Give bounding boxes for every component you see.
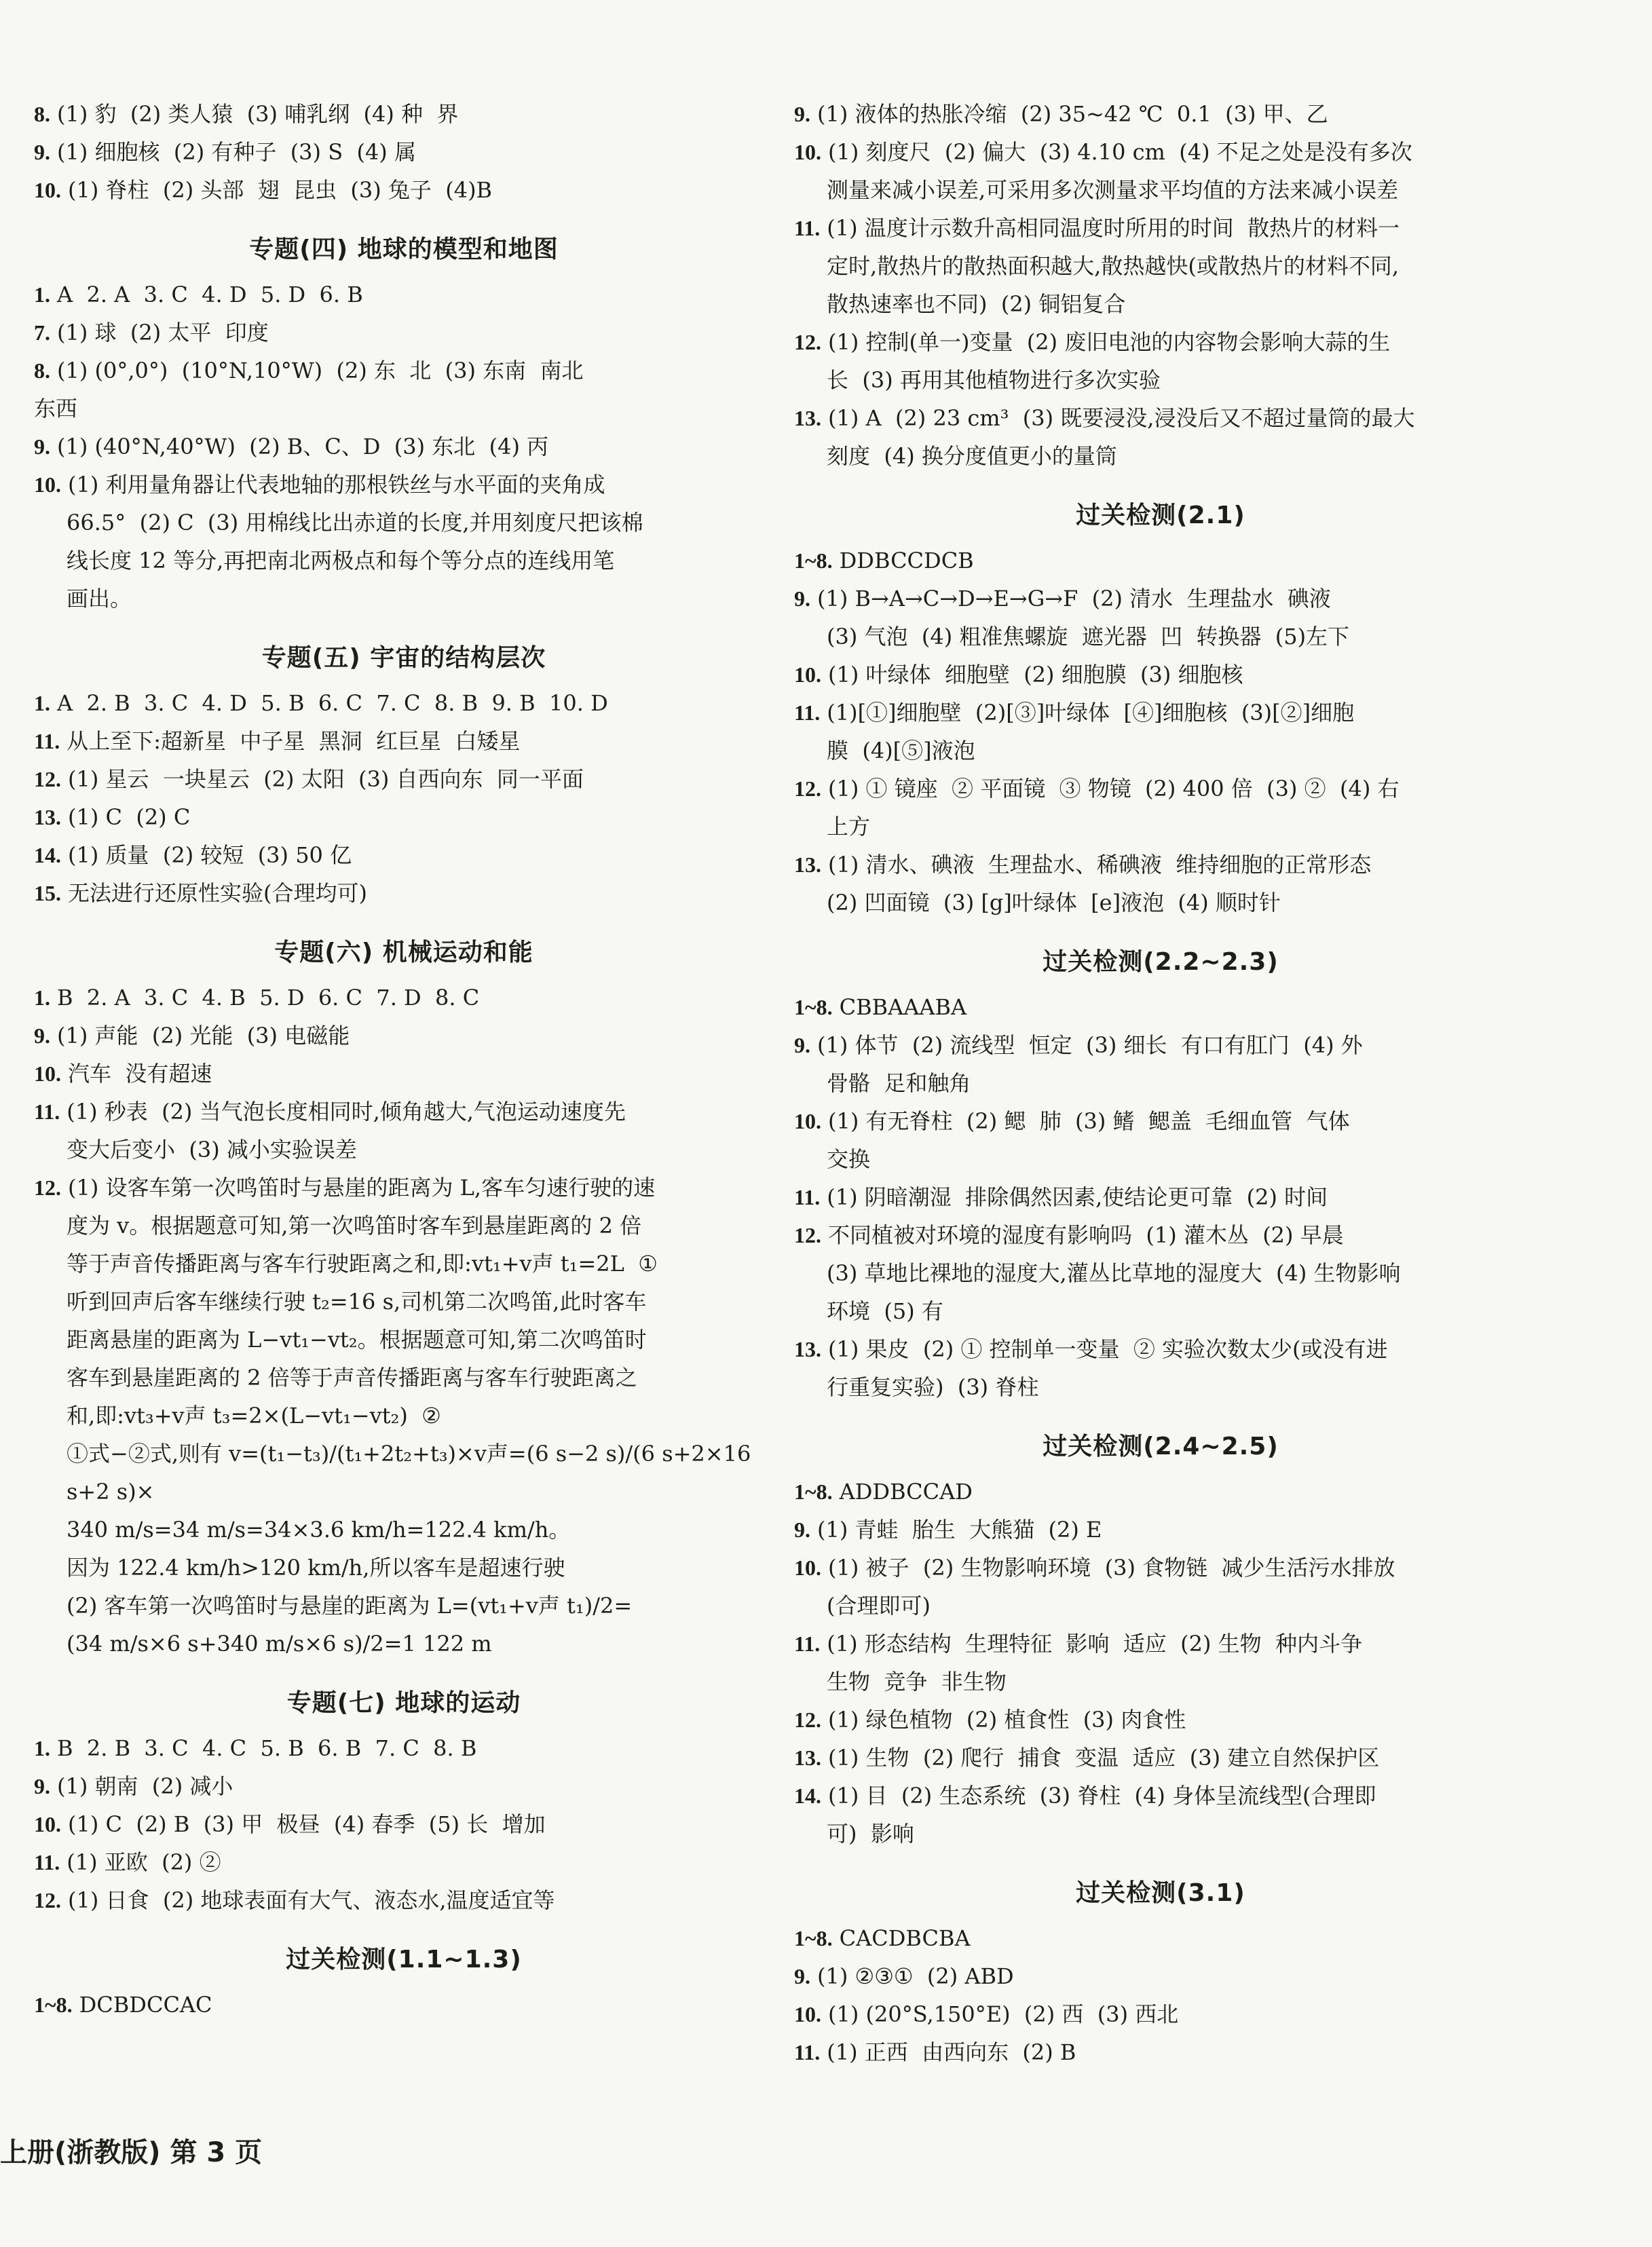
answer-text: (1) A (2) 23 cm³ (3) 既要浸没,浸没后又不超过量筒的最大 [828,405,1415,431]
answer-continuation [34,580,774,618]
answer-item [34,760,774,798]
left-column [34,95,774,2024]
answer-continuation [794,884,1527,922]
answer-text: 可) 影响 [827,1821,914,1847]
answer-item [794,1511,1527,1549]
answer-continuation [794,808,1527,846]
answer-text: (1) 设客车第一次鸣笛时与悬崖的距离为 L,客车匀速行驶的速 [68,1175,656,1201]
answer-text: (1) 刻度尺 (2) 偏大 (3) 4.10 cm (4) 不足之处是没有多次 [828,139,1412,165]
answer-item [794,1739,1527,1777]
answer-item [794,846,1527,884]
answer-text: (1) 绿色植物 (2) 植食性 (3) 肉食性 [828,1707,1186,1733]
answer-text: (1) 形态结构 生理特征 影响 适应 (2) 生物 种内斗争 [827,1631,1362,1657]
answer-text: (34 m/s×6 s+340 m/s×6 s)/2=1 122 m [67,1631,492,1657]
answer-item [34,1169,774,1207]
answer-continuation [34,1587,774,1625]
answer-item [34,314,774,352]
question-number: 9. [34,1023,50,1048]
question-number: 9. [34,140,50,164]
answer-item [794,1026,1527,1064]
question-number: 11. [34,1099,60,1124]
question-number: 8. [34,358,50,383]
question-number: 10. [34,1812,61,1836]
answer-text: CACDBCBA [839,1925,971,1951]
answer-item [794,656,1527,694]
answer-text: 66.5° (2) C (3) 用棉线比出赤道的长度,并用刻度尺把该棉 [67,510,643,535]
answer-item [34,1017,774,1055]
answer-text: (1) 细胞核 (2) 有种子 (3) S (4) 属 [57,139,416,165]
answer-text: (1) 叶绿体 细胞壁 (2) 细胞膜 (3) 细胞核 [828,662,1243,687]
answer-continuation [34,1435,774,1511]
answer-item [794,2033,1527,2071]
question-number: 10. [794,662,821,687]
answer-text: (合理即可) [827,1593,931,1619]
question-number: 9. [794,586,810,611]
answer-text: 因为 122.4 km/h>120 km/h,所以客车是超速行驶 [67,1555,565,1581]
answer-item [794,209,1527,247]
answer-item [34,1729,774,1767]
question-number: 10. [794,140,821,164]
answer-text: 距离悬崖的距离为 L−vt₁−vt₂。根据题意可知,第二次鸣笛时 [67,1327,647,1353]
question-number: 14. [34,843,61,867]
answer-continuation [794,1663,1527,1701]
answer-text: 东西 [34,396,78,421]
answer-text: 客车到悬崖距离的 2 倍等于声音传播距离与客车行驶距离之 [67,1365,637,1391]
question-number: 10. [34,472,61,497]
answer-text: (1) 球 (2) 太平 印度 [57,320,269,345]
answer-text: (1) 质量 (2) 较短 (3) 50 亿 [68,842,352,868]
answer-text: (2) 客车第一次鸣笛时与悬崖的距离为 L=(vt₁+v声 t₁)/2= [67,1593,633,1619]
answer-text: 上方 [827,814,871,839]
answer-continuation [794,437,1527,475]
answer-item [34,874,774,912]
question-number: 1. [34,985,50,1010]
answer-item [34,466,774,504]
question-number: 10. [34,1061,61,1086]
question-number: 11. [794,1631,821,1656]
answer-item [34,1986,774,2024]
answer-text: DCBDCCAC [79,1992,212,2018]
question-number: 10. [794,2002,821,2026]
answer-item [794,1330,1527,1368]
answer-text: (1) 秒表 (2) 当气泡长度相同时,倾角越大,气泡运动速度先 [67,1099,626,1125]
answer-item [794,1549,1527,1587]
answer-text: 变大后变小 (3) 减小实验误差 [67,1137,357,1163]
answer-text: (1) 果皮 (2) ① 控制单一变量 ② 实验次数太少(或没有进 [828,1336,1388,1362]
answer-text: (1) 温度计示数升高相同温度时所用的时间 散热片的材料一 [827,215,1400,241]
answer-text: (1) C (2) C [68,804,191,830]
answer-item [34,95,774,133]
answer-continuation [794,171,1527,209]
question-number: 13. [794,1745,821,1770]
answer-item [34,979,774,1017]
answer-item [794,1625,1527,1663]
answer-item [34,1055,774,1093]
answer-continuation [34,1283,774,1321]
question-number: 13. [34,805,61,829]
answer-item [794,1919,1527,1957]
answer-continuation [794,1064,1527,1102]
question-number: 9. [794,102,810,126]
answer-text: (1) B→A→C→D→E→G→F (2) 清水 生理盐水 碘液 [817,586,1331,611]
answer-text: 不同植被对环境的湿度有影响吗 (1) 灌木丛 (2) 早晨 [828,1222,1344,1248]
answer-continuation [34,1397,774,1435]
answer-continuation [34,1131,774,1169]
question-number: 12. [34,1175,61,1200]
question-number: 1. [34,282,50,307]
answer-text: (1) 有无脊柱 (2) 鳃 肺 (3) 鳍 鳃盖 毛细血管 气体 [828,1108,1350,1134]
answer-item [34,352,774,390]
answer-text: 和,即:vt₃+v声 t₃=2×(L−vt₁−vt₂) ② [67,1403,441,1429]
answer-continuation [34,1511,774,1549]
answer-text: 骨骼 足和触角 [827,1070,971,1096]
right-column [794,95,1527,2071]
answer-continuation [34,1245,774,1283]
answer-text: B 2. A 3. C 4. B 5. D 6. C 7. D 8. C [57,985,480,1011]
answer-text: 交换 [827,1146,871,1172]
question-number: 1~8. [794,1479,833,1504]
question-number: 9. [34,434,50,459]
answer-text: DDBCCDCB [839,548,974,573]
answer-text: 画出。 [67,586,132,611]
answer-item [794,1957,1527,1995]
answer-text: 340 m/s=34 m/s=34×3.6 km/h=122.4 km/h。 [67,1517,571,1543]
answer-continuation [794,1254,1527,1292]
answer-text: CBBAAABA [839,994,967,1020]
question-number: 14. [794,1783,821,1808]
answer-text: (1) (0°,0°) (10°N,10°W) (2) 东 北 (3) 东南 南北 [57,358,584,383]
answer-item [794,399,1527,437]
answer-text: 等于声音传播距离与客车行驶距离之和,即:vt₁+v声 t₁=2L ① [67,1251,658,1277]
answer-text: (1) ① 镜座 ② 平面镜 ③ 物镜 (2) 400 倍 (3) ② (4) 右 [828,776,1400,801]
answer-text: (1)[①]细胞壁 (2)[③]叶绿体 [④]细胞核 (3)[②]细胞 [827,700,1355,725]
question-number: 1~8. [34,1993,73,2017]
answer-text: 汽车 没有超速 [68,1061,212,1087]
question-number: 1. [34,691,50,715]
answer-text: (1) 正西 由西向东 (2) B [827,2039,1076,2065]
answer-text: (1) 清水、碘液 生理盐水、稀碘液 维持细胞的正常形态 [828,852,1372,877]
answer-text: (1) 被子 (2) 生物影响环境 (3) 食物链 减少生活污水排放 [828,1555,1395,1581]
answer-text: 长 (3) 再用其他植物进行多次实验 [827,367,1161,393]
answer-item [34,171,774,209]
answer-item [34,1093,774,1131]
question-number: 11. [794,1185,821,1209]
answer-text: (1) 控制(单一)变量 (2) 废旧电池的内容物会影响大蒜的生 [828,329,1391,355]
answer-text: (3) 草地比裸地的湿度大,灌丛比草地的湿度大 (4) 生物影响 [827,1260,1401,1286]
answer-text: 度为 v。根据题意可知,第一次鸣笛时客车到悬崖距离的 2 倍 [67,1213,642,1239]
question-number: 12. [794,330,821,354]
answer-text: 刻度 (4) 换分度值更小的量筒 [827,443,1117,469]
answer-text: ①式−②式,则有 v=(t₁−t₃)/(t₁+2t₂+t₃)×v声=(6 s−2 s)/(6 s+2×16 s+2 s)× [67,1441,758,1505]
question-number: 11. [34,729,60,753]
question-number: 1~8. [794,1926,833,1950]
answer-text: (3) 气泡 (4) 粗准焦螺旋 遮光器 凹 转换器 (5)左下 [827,624,1350,649]
question-number: 10. [34,178,61,202]
section-heading: 过关检测(2.4~2.5) [1043,1433,1279,1460]
answer-item [794,770,1527,808]
answer-text: (1) 利用量角器让代表地轴的那根铁丝与水平面的夹角成 [68,472,605,497]
answer-item [34,276,774,314]
question-number: 9. [794,1964,810,1988]
answer-item [794,133,1527,171]
answer-text: 散热速率也不同) (2) 铜铝复合 [827,291,1126,317]
answer-continuation [34,390,774,428]
question-number: 13. [794,406,821,430]
answer-item [34,836,774,874]
question-number: 1~8. [794,548,833,573]
answer-item [34,798,774,836]
answer-continuation [34,1359,774,1397]
answer-item [34,684,774,722]
answer-text: (1) 生物 (2) 爬行 捕食 变温 适应 (3) 建立自然保护区 [828,1745,1380,1771]
section-heading: 过关检测(3.1) [1076,1879,1245,1907]
answer-continuation [794,1587,1527,1625]
answer-item [794,1102,1527,1140]
answer-item [34,1881,774,1919]
answer-text: 膜 (4)[⑤]液泡 [827,738,975,763]
section-heading: 专题(四) 地球的模型和地图 [249,235,559,263]
answer-continuation [34,1207,774,1245]
question-number: 12. [794,776,821,801]
question-number: 11. [794,2040,821,2064]
answer-text: (1) (20°S,150°E) (2) 西 (3) 西北 [828,2001,1179,2027]
answer-text: (1) 体节 (2) 流线型 恒定 (3) 细长 有口有肛门 (4) 外 [817,1032,1363,1058]
answer-text: (1) C (2) B (3) 甲 极昼 (4) 春季 (5) 长 增加 [68,1811,546,1837]
answer-continuation [794,247,1527,285]
answer-text: (1) 日食 (2) 地球表面有大气、液态水,温度适宜等 [68,1887,555,1913]
answer-text: 线长度 12 等分,再把南北两极点和每个等分点的连线用笔 [67,548,615,573]
question-number: 11. [794,216,821,240]
answer-text: 听到回声后客车继续行驶 t₂=16 s,司机第二次鸣笛,此时客车 [67,1289,647,1315]
answer-item [794,1777,1527,1815]
answer-text: (1) 液体的热胀冷缩 (2) 35~42 ℃ 0.1 (3) 甲、乙 [817,101,1328,127]
answer-text: 生物 竞争 非生物 [827,1669,1007,1695]
question-number: 12. [794,1223,821,1247]
answer-continuation [34,1321,774,1359]
section-heading: 专题(六) 机械运动和能 [274,939,533,966]
answer-continuation [794,285,1527,323]
answer-text: A 2. B 3. C 4. D 5. B 6. C 7. C 8. B 9. B 10. D [57,690,608,716]
answer-continuation [794,1140,1527,1178]
answer-item [34,1843,774,1881]
answer-item [794,1473,1527,1511]
page-footer: 上册(浙教版) 第 3 页 [0,2137,263,2168]
question-number: 12. [34,767,61,791]
answer-text: (1) ②③① (2) ABD [817,1963,1014,1989]
answer-item [34,1767,774,1805]
question-number: 8. [34,102,50,126]
answer-text: B 2. B 3. C 4. C 5. B 6. B 7. C 8. B [57,1735,477,1761]
answer-text: 从上至下:超新星 中子星 黑洞 红巨星 白矮星 [67,728,521,754]
answer-item [794,580,1527,618]
answer-text: 无法进行还原性实验(合理均可) [68,880,367,906]
question-number: 12. [34,1888,61,1912]
answer-text: 测量来减小误差,可采用多次测量求平均值的方法来减小误差 [827,177,1399,203]
answer-text: (1) 豹 (2) 类人猿 (3) 哺乳纲 (4) 种 界 [57,101,459,127]
question-number: 1~8. [794,995,833,1019]
answer-continuation [794,1815,1527,1853]
question-number: 7. [34,320,50,345]
answer-text: (1) 声能 (2) 光能 (3) 电磁能 [57,1023,350,1049]
answer-text: 行重复实验) (3) 脊柱 [827,1374,1039,1400]
section-heading: 过关检测(2.2~2.3) [1043,948,1279,976]
question-number: 1. [34,1736,50,1760]
question-number: 9. [34,1774,50,1798]
question-number: 10. [794,1109,821,1133]
question-number: 12. [794,1707,821,1732]
answer-continuation [794,618,1527,656]
answer-continuation [794,1292,1527,1330]
answer-item [34,133,774,171]
question-number: 13. [794,852,821,877]
answer-text: A 2. A 3. C 4. D 5. D 6. B [57,282,363,307]
answer-continuation [34,542,774,580]
answer-item [794,694,1527,732]
answer-text: (1) 目 (2) 生态系统 (3) 脊柱 (4) 身体呈流线型(合理即 [828,1783,1376,1809]
answer-item [794,1995,1527,2033]
answer-text: (1) 朝南 (2) 减小 [57,1773,233,1799]
question-number: 9. [794,1033,810,1057]
question-number: 10. [794,1555,821,1580]
question-number: 11. [34,1850,60,1874]
answer-text: (1) 脊柱 (2) 头部 翅 昆虫 (3) 兔子 (4)B [68,177,493,203]
answer-text: (1) 阴暗潮湿 排除偶然因素,使结论更可靠 (2) 时间 [827,1184,1328,1210]
answer-text: (1) (40°N,40°W) (2) B、C、D (3) 东北 (4) 丙 [57,434,549,459]
answer-item [34,428,774,466]
question-number: 15. [34,881,61,905]
answer-continuation [794,361,1527,399]
answer-item [794,1178,1527,1216]
answer-continuation [34,1549,774,1587]
answer-text: (2) 凹面镜 (3) [g]叶绿体 [e]液泡 (4) 顺时针 [827,890,1281,915]
answer-continuation [794,732,1527,770]
answer-continuation [34,1625,774,1663]
answer-text: ADDBCCAD [839,1479,973,1505]
question-number: 9. [794,1517,810,1542]
question-number: 13. [794,1337,821,1361]
answer-item [794,1701,1527,1739]
section-heading: 专题(五) 宇宙的结构层次 [261,644,546,672]
answer-text: (1) 青蛙 胎生 大熊猫 (2) E [817,1517,1102,1543]
section-heading: 专题(七) 地球的运动 [286,1689,521,1717]
answer-item [794,988,1527,1026]
answer-text: 环境 (5) 有 [827,1298,943,1324]
answer-text: (1) 亚欧 (2) ② [67,1849,221,1875]
answer-text: (1) 星云 一块星云 (2) 太阳 (3) 自西向东 同一平面 [68,766,584,792]
answer-item [34,1805,774,1843]
section-heading: 过关检测(2.1) [1076,502,1245,529]
answer-item [794,1216,1527,1254]
answer-continuation [34,504,774,542]
answer-item [794,542,1527,580]
answer-continuation [794,1368,1527,1406]
question-number: 11. [794,700,821,725]
answer-item [794,323,1527,361]
answer-item [794,95,1527,133]
answer-item [34,722,774,760]
answer-text: 定时,散热片的散热面积越大,散热越快(或散热片的材料不同, [827,253,1400,279]
section-heading: 过关检测(1.1~1.3) [286,1946,522,1974]
